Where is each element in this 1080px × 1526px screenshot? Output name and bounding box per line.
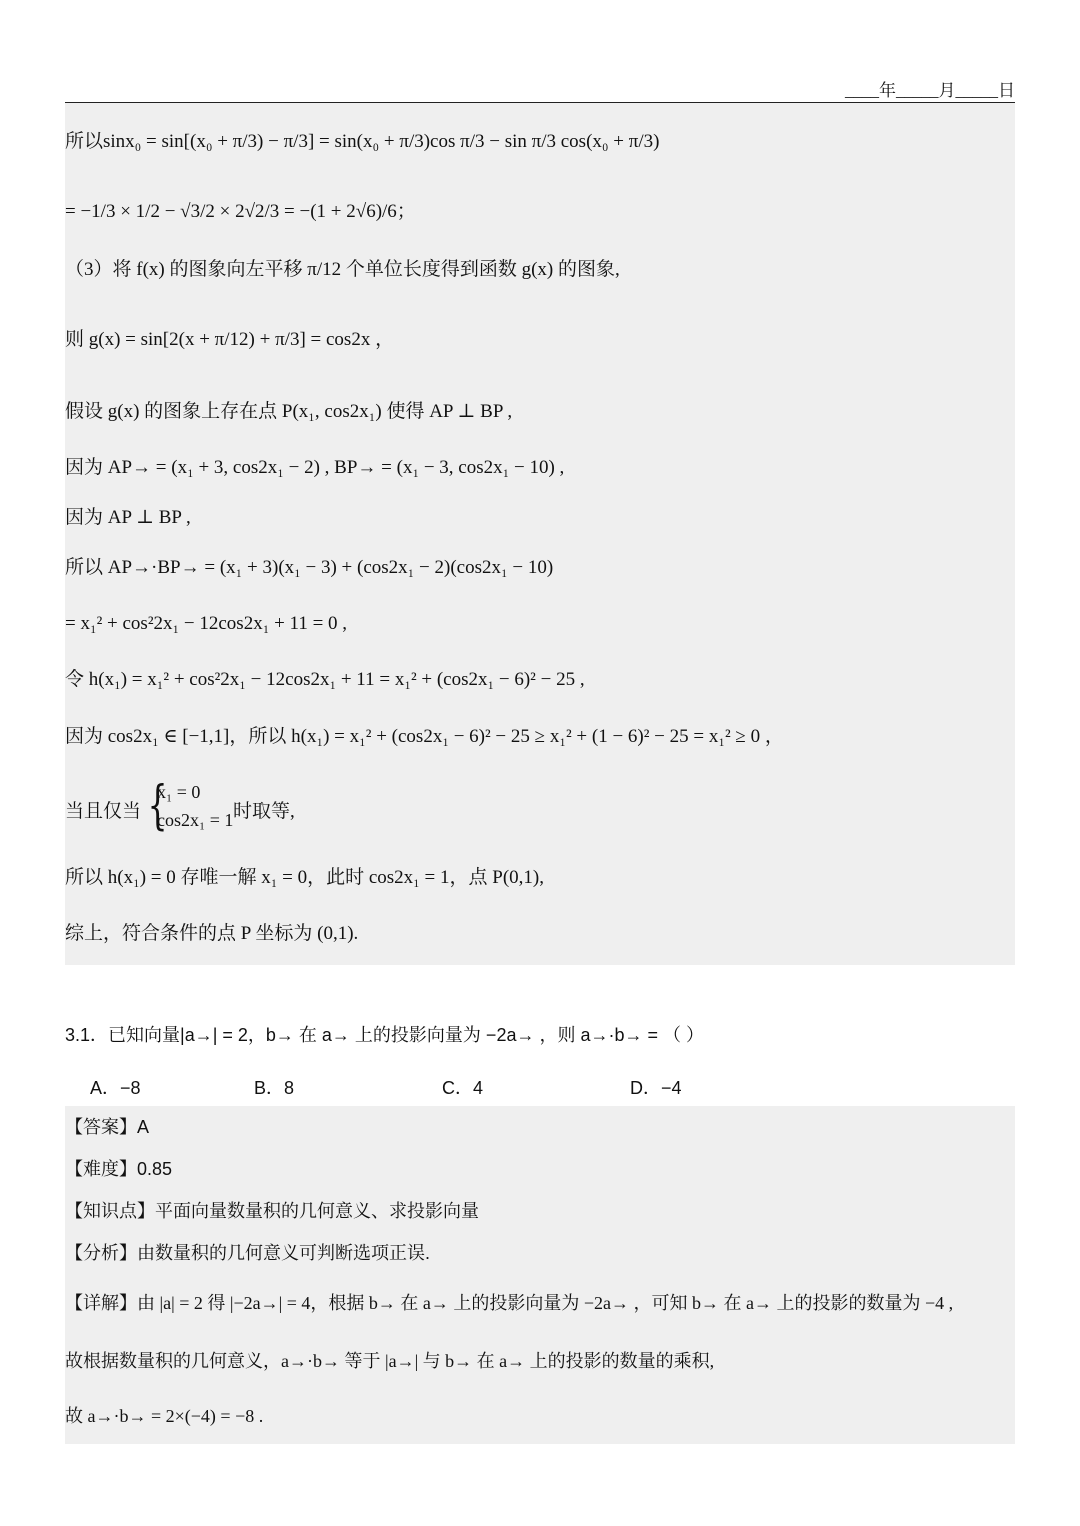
solution-line: （3）将 f(x) 的图象向左平移 π/12 个单位长度得到函数 g(x) 的图象, <box>65 259 620 280</box>
option-c: C．4 <box>442 1078 484 1098</box>
difficulty-line: 【难度】0.85 <box>65 1159 173 1179</box>
solution-line: 因为 AP ⊥ BP , <box>65 507 191 528</box>
solution-line: 因为 AP→ = (x₁ + 3, cos2x₁ − 2) , BP→ = (x₁ − 3, cos2x₁ − 10) , <box>65 457 565 478</box>
detail-line: 【详解】由 |a| = 2 得 |−2a→| = 4，根据 b→ 在 a→ 上的投影向量为 −2a→ ，可知 b→ 在 a→ 上的投影的数量为 −4 , <box>65 1293 954 1313</box>
date-line: ____年_____月_____日 <box>845 81 1015 100</box>
equality-lead: 当且仅当 <box>65 801 142 822</box>
solution-line: 综上，符合条件的点 P 坐标为 (0,1). <box>65 923 359 944</box>
solution-line: 令 h(x₁) = x₁² + cos²2x₁ − 12cos2x₁ + 11 = x₁² + (cos2x₁ − 6)² − 25 , <box>65 669 585 690</box>
solution-line: 则 g(x) = sin[2(x + π/12) + π/3] = cos2x ， <box>65 329 395 350</box>
brace-symbol: { <box>147 776 168 836</box>
answer-background <box>65 1106 1015 1444</box>
detail-line-2: 故根据数量积的几何意义，a→·b→ 等于 |a→| 与 b→ 在 a→ 上的投影的数量的乘积, <box>65 1351 715 1371</box>
option-b: B．8 <box>254 1078 295 1098</box>
equality-tail: 时取等, <box>233 801 295 822</box>
condition-1: x₁ = 0 <box>157 782 201 802</box>
answer-line: 【答案】A <box>65 1117 150 1137</box>
option-a: A．−8 <box>90 1078 141 1098</box>
question-stem: 3.1．已知向量|a→| = 2，b→ 在 a→ 上的投影向量为 −2a→ ，则 a→·b→ = （ ） <box>65 1025 704 1045</box>
option-d: D．−4 <box>630 1078 682 1098</box>
knowledge-line: 【知识点】平面向量数量积的几何意义、求投影向量 <box>65 1201 479 1221</box>
solution-line: 所以 AP→·BP→ = (x₁ + 3)(x₁ − 3) + (cos2x₁ − 2)(cos2x₁ − 10) <box>65 557 554 578</box>
solution-line: 因为 cos2x₁ ∈ [−1,1]，所以 h(x₁) = x₁² + (cos2x₁ − 6)² − 25 ≥ x₁² + (1 − 6)² − 25 = x₁² ≥ 0 ， <box>65 726 784 747</box>
solution-line: = x₁² + cos²2x₁ − 12cos2x₁ + 11 = 0 , <box>65 613 348 634</box>
page-header <box>65 68 1015 103</box>
solution-line: = −1/3 × 1/2 − √3/2 × 2√2/3 = −(1 + 2√6)/6； <box>65 201 416 222</box>
solution-line: 所以sinx₀ = sin[(x₀ + π/3) − π/3] = sin(x₀ + π/3)cos π/3 − sin π/3 cos(x₀ + π/3) <box>65 131 660 152</box>
condition-2: cos2x₁ = 1 <box>157 810 234 830</box>
solution-line: 假设 g(x) 的图象上存在点 P(x₁, cos2x₁) 使得 AP ⊥ BP , <box>65 401 513 422</box>
analysis-line: 【分析】由数量积的几何意义可判断选项正误. <box>65 1243 430 1263</box>
detail-line-3: 故 a→·b→ = 2×(−4) = −8 . <box>65 1406 264 1426</box>
equality-condition <box>65 776 365 840</box>
solution-line: 所以 h(x₁) = 0 存唯一解 x₁ = 0，此时 cos2x₁ = 1，点 P(0,1), <box>65 867 544 888</box>
